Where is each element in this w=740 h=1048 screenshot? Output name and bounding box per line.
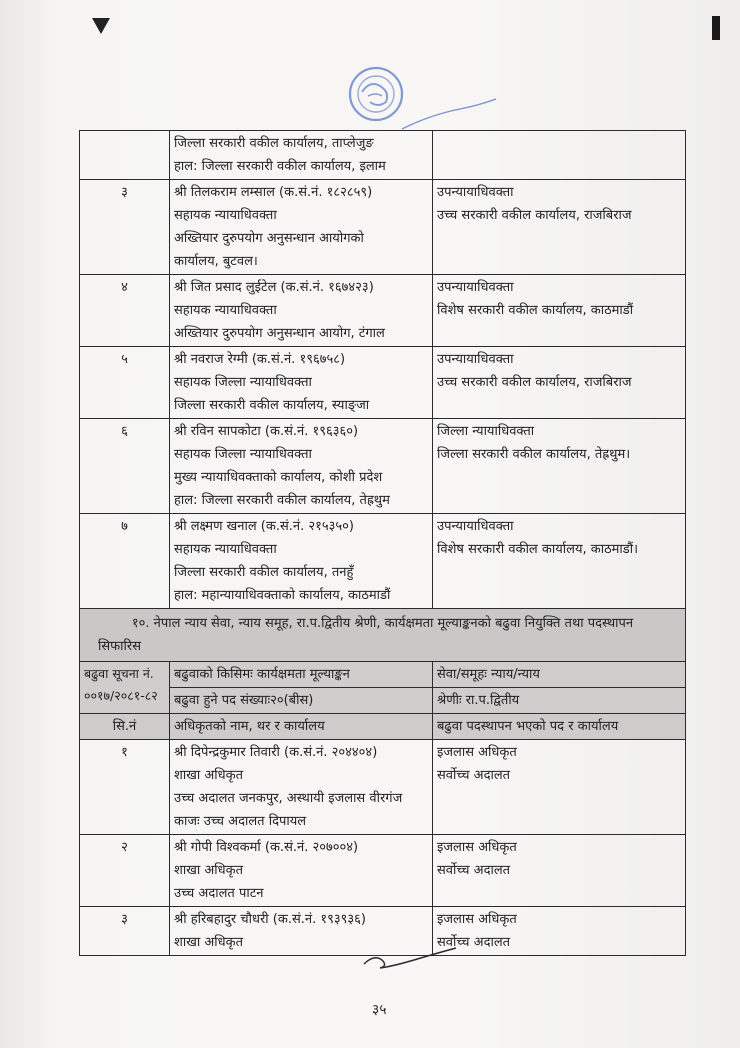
- class-label: श्रेणीः रा.प.द्वितीय: [433, 688, 686, 714]
- officer-details-line: उच्च अदालत जनकपुर, अस्थायी इजलास वीरगंज: [174, 791, 403, 806]
- officer-details-line: सहायक न्यायाधिवक्ता: [174, 542, 277, 557]
- section-heading-line2: सिफारिस: [98, 639, 142, 654]
- officer-details: [170, 419, 433, 514]
- assigned-post: [433, 740, 686, 835]
- officer-details: [170, 740, 433, 835]
- service-group: सेवा/समूहः न्याय/न्याय: [433, 662, 686, 688]
- section-heading-row: [80, 609, 686, 662]
- assigned-post-line: सर्वोच्च अदालत: [437, 768, 511, 783]
- serial-number: ५: [80, 347, 170, 419]
- officer-details: [170, 347, 433, 419]
- officer-details: [170, 180, 433, 275]
- assigned-post: [433, 275, 686, 347]
- signature: [360, 938, 460, 978]
- officer-details: [170, 275, 433, 347]
- top-rows: [80, 131, 686, 609]
- serial-number: १: [80, 740, 170, 835]
- table-row: [80, 347, 686, 419]
- assigned-post-line: उपन्यायाधिवक्ता: [437, 280, 514, 295]
- signature-flourish: [400, 95, 500, 135]
- officer-details-line: हाल: जिल्ला सरकारी वकील कार्यालय, तेह्रथुम: [174, 493, 390, 508]
- officer-details-line: शाखा अधिकृत: [174, 768, 244, 783]
- officer-details-line: श्री हरिबहादुर चौधरी (क.सं.नं. १९३९३६): [174, 912, 366, 927]
- column-header-officer: अधिकृतको नाम, थर र कार्यालय: [170, 714, 433, 740]
- column-header-post: बढुवा पदस्थापन भएको पद र कार्यालय: [433, 714, 686, 740]
- officer-details-line: काजः उच्च अदालत दिपायल: [174, 814, 307, 829]
- assigned-post-line: सर्वोच्च अदालत: [437, 935, 511, 950]
- assigned-post-line: इजलास अधिकृत: [437, 840, 517, 855]
- serial-number: ६: [80, 419, 170, 514]
- officer-details-line: उच्च अदालत पाटन: [174, 886, 264, 901]
- officer-details-line: सहायक न्यायाधिवक्ता: [174, 208, 277, 223]
- officer-details-line: श्री लक्ष्मण खनाल (क.सं.नं. २१५३५०): [174, 519, 354, 534]
- serial-number: ३: [80, 907, 170, 956]
- notice-row: [80, 662, 686, 688]
- officer-details: [170, 514, 433, 609]
- section-heading-line1: १०. नेपाल न्याय सेवा, न्याय समूह, रा.प.द्वितीय श्रेणी, कार्यक्षमता मूल्याङ्कनको बढुवा नियुक्ति तथा पदस्थापन: [131, 616, 634, 631]
- assigned-post-line: इजलास अधिकृत: [437, 745, 517, 760]
- assigned-post: [433, 347, 686, 419]
- officer-details-line: श्री तिलकराम लम्साल (क.सं.नं. १८२८५९): [174, 185, 373, 200]
- column-header-sn: सि.नं: [80, 714, 170, 740]
- recommendation-table: [79, 130, 686, 956]
- assigned-post-line: उपन्यायाधिवक्ता: [437, 185, 514, 200]
- promotion-type: बढुवाको किसिमः कार्यक्षमता मूल्याङ्कन: [170, 662, 433, 688]
- officer-details-line: जिल्ला सरकारी वकील कार्यालय, ताप्लेजुङ: [174, 136, 374, 151]
- officer-details-line: श्री गोपी विश्वकर्मा (क.सं.नं. २०७००४): [174, 840, 359, 855]
- assigned-post: [433, 131, 686, 180]
- assigned-post: [433, 907, 686, 956]
- assigned-post-line: इजलास अधिकृत: [437, 912, 517, 927]
- serial-number: ४: [80, 275, 170, 347]
- scan-corner-mark: [92, 18, 110, 34]
- officer-details-line: श्री नवराज रेग्मी (क.सं.नं. १९६७५८): [174, 352, 346, 367]
- officer-details-line: शाखा अधिकृत: [174, 863, 244, 878]
- officer-details-line: अख्तियार दुरुपयोग अनुसन्धान आयोगको: [174, 231, 364, 246]
- assigned-post: [433, 419, 686, 514]
- assigned-post-line: जिल्ला सरकारी वकील कार्यालय, तेह्रथुम।: [437, 447, 631, 462]
- assigned-post-line: सर्वोच्च अदालत: [437, 863, 511, 878]
- column-header-row: [80, 714, 686, 740]
- assigned-post-line: उच्च सरकारी वकील कार्यालय, राजबिराज: [437, 208, 632, 223]
- officer-details: [170, 131, 433, 180]
- promotion-post-count: बढुवा हुने पद संख्याः२०(बीस): [170, 688, 433, 714]
- assigned-post: [433, 180, 686, 275]
- serial-number: २: [80, 835, 170, 907]
- serial-number: ७: [80, 514, 170, 609]
- officer-details-line: जिल्ला सरकारी वकील कार्यालय, तनहुँ: [174, 565, 354, 580]
- officer-details-line: श्री रविन सापकोटा (क.सं.नं. १९६३६०): [174, 424, 359, 439]
- table-row: [80, 740, 686, 835]
- officer-details-line: अख्तियार दुरुपयोग अनुसन्धान आयोग, टंगाल: [174, 326, 385, 341]
- table-row: [80, 514, 686, 609]
- serial-number: ३: [80, 180, 170, 275]
- scan-edge-mark: [712, 16, 720, 40]
- table-row: [80, 180, 686, 275]
- assigned-post-line: विशेष सरकारी वकील कार्यालय, काठमाडौं: [437, 303, 634, 318]
- page-number: ३५: [372, 1002, 387, 1018]
- officer-details-line: सहायक जिल्ला न्यायाधिवक्ता: [174, 375, 312, 390]
- table-row: [80, 835, 686, 907]
- officer-details-line: हाल: महान्यायाधिवक्ताको कार्यालय, काठमाडौं: [174, 588, 391, 603]
- table-row: [80, 131, 686, 180]
- assigned-post-line: उपन्यायाधिवक्ता: [437, 352, 514, 367]
- section-heading: [80, 609, 686, 662]
- table-row: [80, 275, 686, 347]
- assigned-post: [433, 514, 686, 609]
- assigned-post-line: उपन्यायाधिवक्ता: [437, 519, 514, 534]
- assigned-post-line: उच्च सरकारी वकील कार्यालय, राजबिराज: [437, 375, 632, 390]
- serial-number: [80, 131, 170, 180]
- notice-row-2: [80, 688, 686, 714]
- assigned-post-line: जिल्ला न्यायाधिवक्ता: [437, 424, 535, 439]
- officer-details-line: श्री जित प्रसाद लुईटेल (क.सं.नं. १६७४२३): [174, 280, 374, 295]
- officer-details-line: हाल: जिल्ला सरकारी वकील कार्यालय, इलाम: [174, 159, 386, 174]
- officer-details-line: जिल्ला सरकारी वकील कार्यालय, स्याङ्जा: [174, 398, 370, 413]
- assigned-post-line: विशेष सरकारी वकील कार्यालय, काठमाडौं।: [437, 542, 639, 557]
- officer-details-line: श्री दिपेन्द्रकुमार तिवारी (क.सं.नं. २०४४०४): [174, 745, 378, 760]
- table-row: [80, 419, 686, 514]
- bottom-rows: [80, 740, 686, 956]
- officer-details-line: सहायक जिल्ला न्यायाधिवक्ता: [174, 447, 312, 462]
- officer-details-line: कार्यालय, बुटवल।: [174, 254, 258, 269]
- officer-details-line: सहायक न्यायाधिवक्ता: [174, 303, 277, 318]
- officer-details: [170, 835, 433, 907]
- officer-details-line: शाखा अधिकृत: [174, 935, 244, 950]
- officer-details-line: मुख्य न्यायाधिवक्ताको कार्यालय, कोशी प्रदेश: [174, 470, 383, 485]
- assigned-post: [433, 835, 686, 907]
- promotion-notice-number: बढुवा सूचना नं. ००१७/२०८१-८२: [80, 662, 170, 714]
